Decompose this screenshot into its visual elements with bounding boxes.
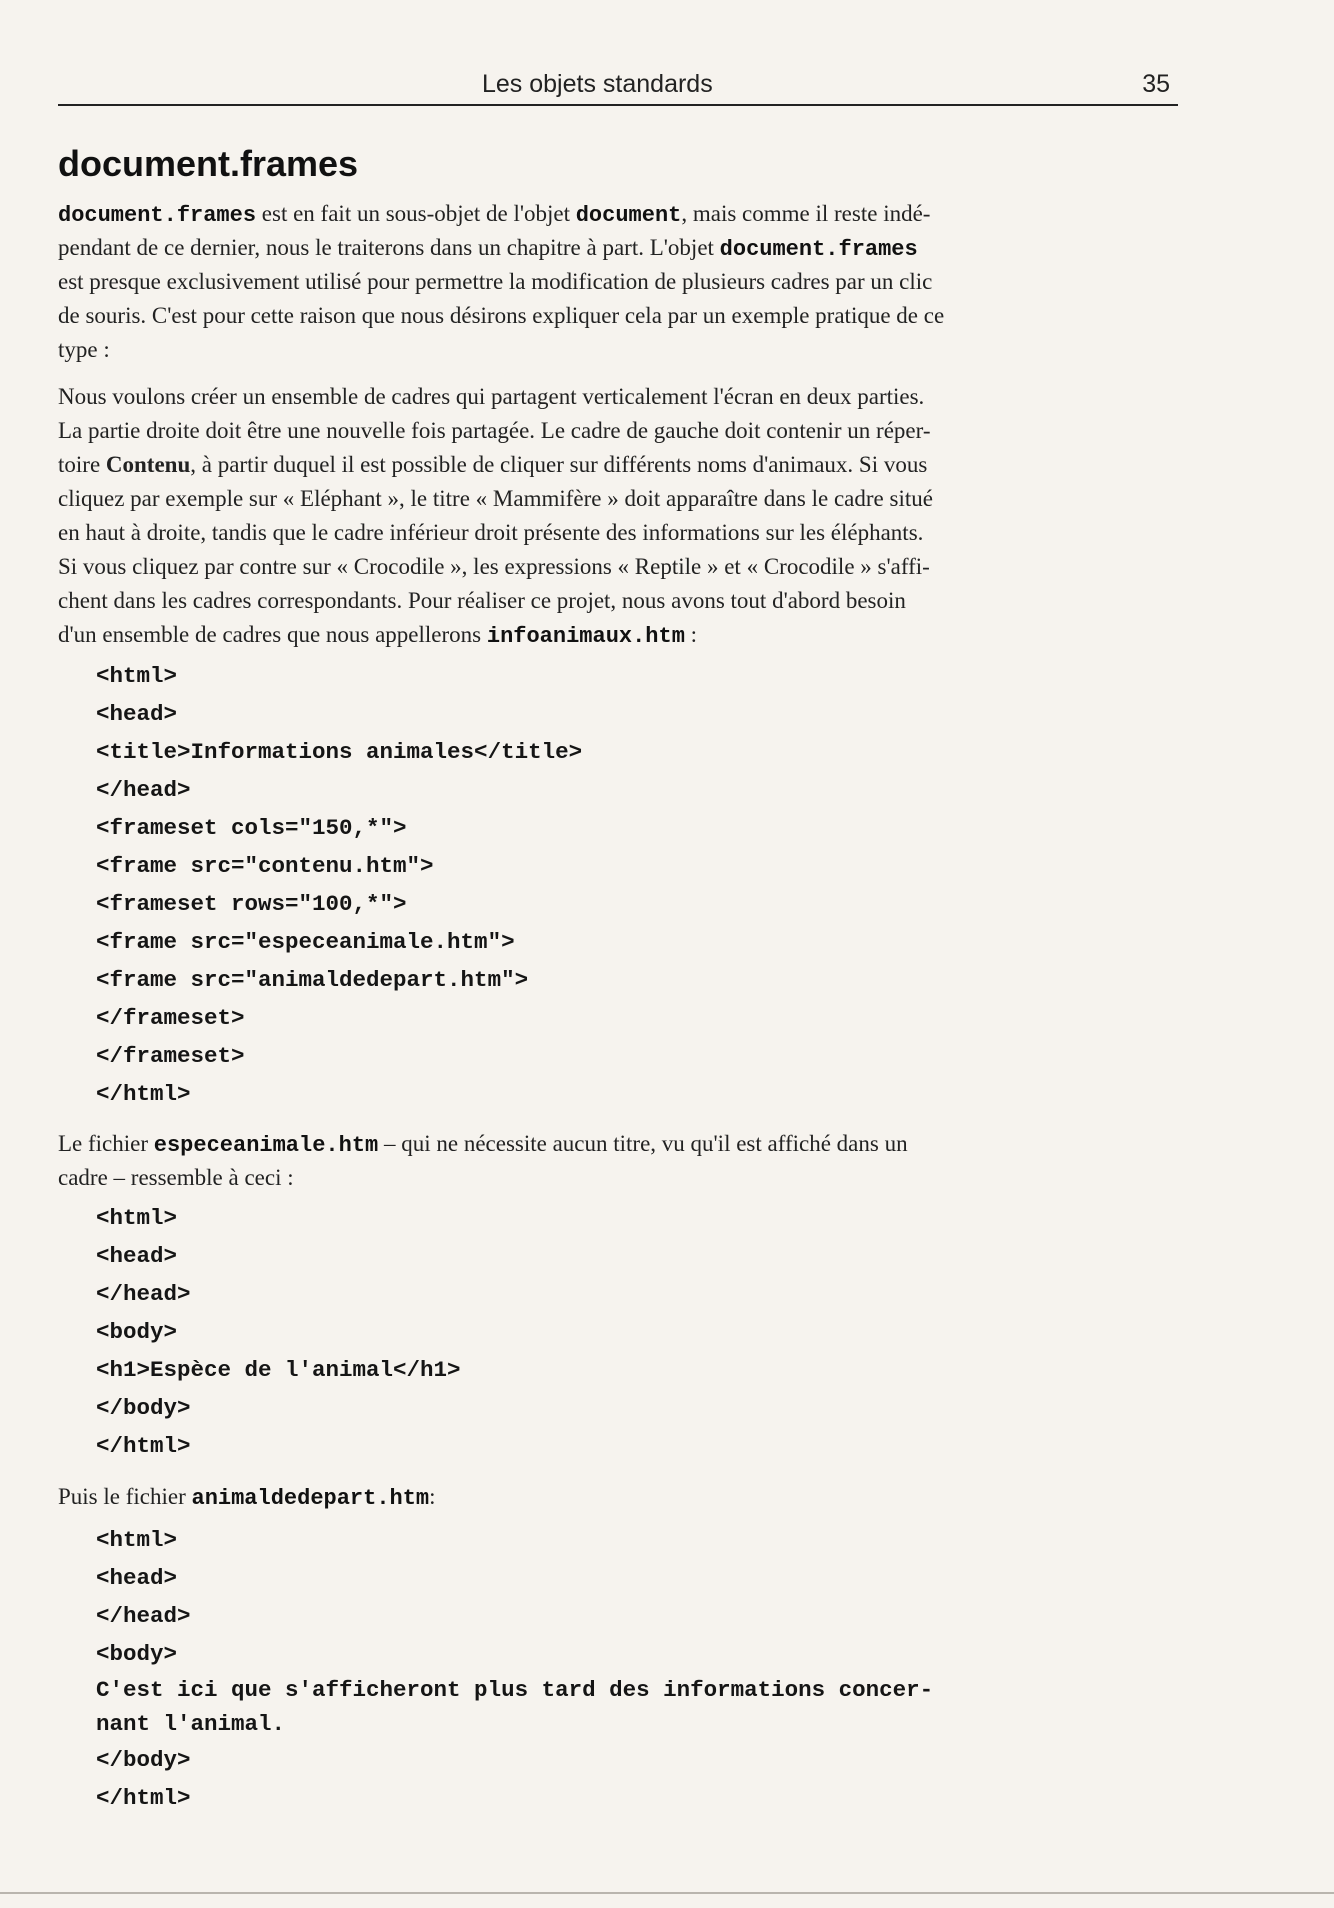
code-line: <head>: [96, 701, 178, 727]
code-line: <body>: [96, 1641, 178, 1667]
code-line: </frameset>: [96, 1043, 245, 1069]
code-line: </html>: [96, 1081, 191, 1107]
code-line: <h1>Espèce de l'animal</h1>: [96, 1357, 461, 1383]
text-line: de souris. C'est pour cette raison que nous désirons expliquer cela par un exemple pratique de ce: [58, 303, 945, 328]
book-page: [58, 0, 1178, 1908]
code-line: <html>: [96, 663, 178, 689]
code-line: </head>: [96, 1281, 191, 1307]
code-line: nant l'animal.: [96, 1711, 286, 1737]
code-line: <head>: [96, 1565, 178, 1591]
code-line: <html>: [96, 1527, 178, 1553]
running-header-title: Les objets standards: [482, 70, 713, 98]
code-term: especeanimale.htm: [153, 1133, 379, 1158]
text-line: chent dans les cadres correspondants. Pour réaliser ce projet, nous avons tout d'abord besoin: [58, 588, 906, 613]
code-line: </frameset>: [96, 1005, 245, 1031]
page-bottom-edge: [0, 1892, 1334, 1894]
code-line: <head>: [96, 1243, 178, 1269]
code-line: <frameset cols="150,*">: [96, 815, 407, 841]
text-run: d'un ensemble de cadres que nous appellerons: [58, 622, 487, 647]
section-title: document.frames: [58, 143, 359, 184]
text-run: :: [684, 622, 698, 647]
running-header: [58, 68, 1178, 106]
intro-paragraph: [58, 197, 1173, 367]
code-line: </head>: [96, 777, 191, 803]
code-line: <frame src="contenu.htm">: [96, 853, 434, 879]
code-listing-especeanimale: [96, 1199, 461, 1465]
text-line: Nous voulons créer un ensemble de cadres qui partagent verticalement l'écran en deux parties.: [58, 384, 925, 409]
code-line: <body>: [96, 1319, 178, 1345]
animaldedepart-paragraph: [58, 1480, 1173, 1514]
code-line: <html>: [96, 1205, 178, 1231]
code-term: document.frames: [58, 203, 257, 228]
text-run: Puis le fichier: [58, 1484, 192, 1509]
code-line: </body>: [96, 1747, 191, 1773]
code-line: C'est ici que s'afficheront plus tard des informations concer-: [96, 1677, 934, 1703]
code-term: animaldedepart.htm: [191, 1486, 430, 1511]
text-run: est en fait un sous-objet de l'objet: [256, 201, 576, 226]
espece-paragraph: [58, 1127, 1173, 1195]
code-line: <frameset rows="100,*">: [96, 891, 407, 917]
text-line: Si vous cliquez par contre sur « Crocodile », les expressions « Reptile » et « Crocodile » s'affi-: [58, 554, 930, 579]
text-run: , à partir duquel il est possible de cliquer sur différents noms d'animaux. Si vous: [190, 452, 928, 477]
code-term: infoanimaux.htm: [486, 624, 685, 649]
text-run: toire: [58, 452, 106, 477]
code-line: </html>: [96, 1785, 191, 1811]
text-line: type :: [58, 337, 110, 362]
text-run: pendant de ce dernier, nous le traiterons dans un chapitre à part. L'objet: [58, 235, 720, 260]
example-paragraph: [58, 380, 1173, 652]
code-line: </body>: [96, 1395, 191, 1421]
bold-term: Contenu: [105, 452, 191, 477]
text-line: cadre – ressemble à ceci :: [58, 1165, 294, 1190]
code-line: <frame src="animaldedepart.htm">: [96, 967, 529, 993]
text-run: :: [429, 1484, 436, 1509]
text-run: – qui ne nécessite aucun titre, vu qu'il est affiché dans un: [378, 1131, 908, 1156]
code-line: </html>: [96, 1433, 191, 1459]
code-listing-infoanimaux: [96, 657, 582, 1113]
text-line: est presque exclusivement utilisé pour permettre la modification de plusieurs cadres par un clic: [58, 269, 933, 294]
code-term: document.frames: [719, 237, 918, 262]
page-number: 35: [1142, 70, 1170, 98]
code-line: <frame src="especeanimale.htm">: [96, 929, 515, 955]
text-run: , mais comme il reste indé-: [681, 201, 931, 226]
code-listing-animaldedepart: [96, 1521, 933, 1817]
text-line: La partie droite doit être une nouvelle fois partagée. Le cadre de gauche doit contenir un réper-: [58, 418, 931, 443]
code-line: </head>: [96, 1603, 191, 1629]
text-run: Le fichier: [58, 1131, 154, 1156]
text-line: cliquez par exemple sur « Eléphant », le titre « Mammifère » doit apparaître dans le cadre situé: [58, 486, 933, 511]
text-line: en haut à droite, tandis que le cadre inférieur droit présente des informations sur les éléphants.: [58, 520, 924, 545]
code-line: <title>Informations animales</title>: [96, 739, 583, 765]
code-term: document: [575, 203, 682, 228]
